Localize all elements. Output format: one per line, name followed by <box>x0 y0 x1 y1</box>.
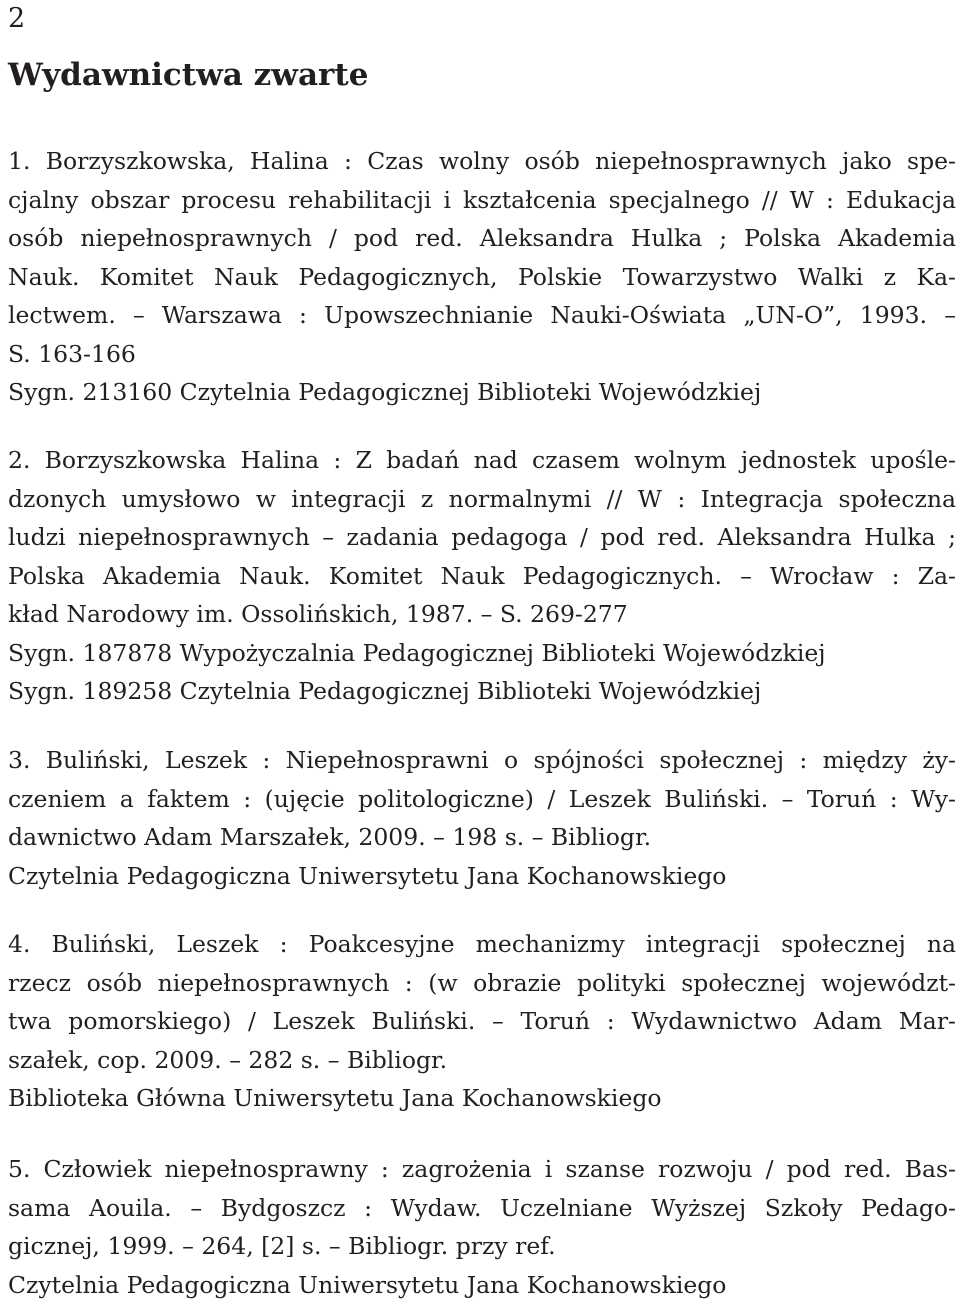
entry-line: 1. Borzyszkowska, Halina : Czas wolny osób niepełnosprawnych jako spe- <box>8 142 956 181</box>
library-location: Czytelnia Pedagogiczna Uniwersytetu Jana Kochanowskiego <box>8 857 956 896</box>
bibliography-entry-5 <box>8 1150 956 1304</box>
entry-line: ludzi niepełnosprawnych – zadania pedagoga / pod red. Aleksandra Hulka ; <box>8 518 956 557</box>
library-location: Czytelnia Pedagogiczna Uniwersytetu Jana Kochanowskiego <box>8 1266 956 1304</box>
bibliography-entry-2 <box>8 441 956 711</box>
page-number: 2 <box>8 2 25 36</box>
entry-line: 2. Borzyszkowska Halina : Z badań nad czasem wolnym jednostek upośle- <box>8 441 956 480</box>
entry-line: lectwem. – Warszawa : Upowszechnianie Nauki-Oświata „UN-O”, 1993. – <box>8 296 956 335</box>
entry-line: czeniem a faktem : (ujęcie politologiczne) / Leszek Buliński. – Toruń : Wy- <box>8 780 956 819</box>
entry-line: osób niepełnosprawnych / pod red. Aleksandra Hulka ; Polska Akademia <box>8 219 956 258</box>
library-location: Sygn. 187878 Wypożyczalnia Pedagogicznej Biblioteki Wojewódzkiej <box>8 634 956 673</box>
entry-line: gicznej, 1999. – 264, [2] s. – Bibliogr. przy ref. <box>8 1227 956 1266</box>
bibliography-entry-1 <box>8 142 956 412</box>
entry-line: twa pomorskiego) / Leszek Buliński. – Toruń : Wydawnictwo Adam Mar- <box>8 1002 956 1041</box>
library-location: Sygn. 213160 Czytelnia Pedagogicznej Biblioteki Wojewódzkiej <box>8 373 956 412</box>
entry-line: S. 163-166 <box>8 335 956 374</box>
entry-line: Nauk. Komitet Nauk Pedagogicznych, Polskie Towarzystwo Walki z Ka- <box>8 258 956 297</box>
entry-line: 4. Buliński, Leszek : Poakcesyjne mechanizmy integracji społecznej na <box>8 925 956 964</box>
entry-line: rzecz osób niepełnosprawnych : (w obrazie polityki społecznej województ- <box>8 964 956 1003</box>
entry-line: dzonych umysłowo w integracji z normalnymi // W : Integracja społeczna <box>8 480 956 519</box>
entry-line: szałek, cop. 2009. – 282 s. – Bibliogr. <box>8 1041 956 1080</box>
library-location: Sygn. 189258 Czytelnia Pedagogicznej Biblioteki Wojewódzkiej <box>8 672 956 711</box>
bibliography-entry-3 <box>8 741 956 895</box>
entry-line: 5. Człowiek niepełnosprawny : zagrożenia i szanse rozwoju / pod red. Bas- <box>8 1150 956 1189</box>
entry-line: 3. Buliński, Leszek : Niepełnosprawni o spójności społecznej : między ży- <box>8 741 956 780</box>
section-heading: Wydawnictwa zwarte <box>8 56 368 94</box>
entry-line: Polska Akademia Nauk. Komitet Nauk Pedagogicznych. – Wrocław : Za- <box>8 557 956 596</box>
entry-line: sama Aouila. – Bydgoszcz : Wydaw. Uczelniane Wyższej Szkoły Pedago- <box>8 1189 956 1228</box>
bibliography-entry-4 <box>8 925 956 1118</box>
entry-line: cjalny obszar procesu rehabilitacji i kształcenia specjalnego // W : Edukacja <box>8 181 956 220</box>
library-location: Biblioteka Główna Uniwersytetu Jana Kochanowskiego <box>8 1079 956 1118</box>
entry-line: kład Narodowy im. Ossolińskich, 1987. – S. 269-277 <box>8 595 956 634</box>
entry-line: dawnictwo Adam Marszałek, 2009. – 198 s. – Bibliogr. <box>8 818 956 857</box>
